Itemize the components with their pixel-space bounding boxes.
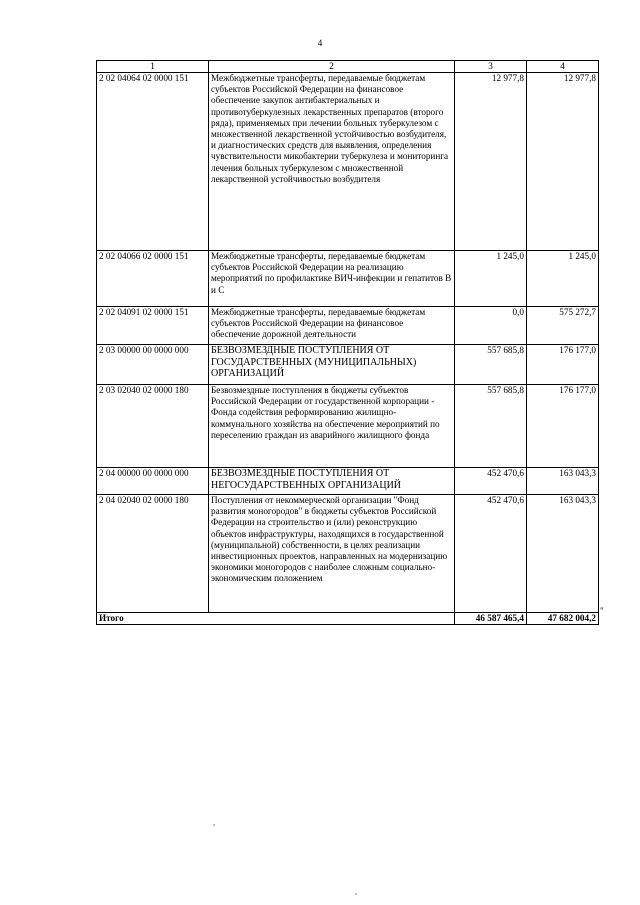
- value-col4: 176 177,0: [527, 345, 599, 385]
- total-row: [97, 613, 599, 625]
- value-col4: 1 245,0: [527, 251, 599, 307]
- budget-code: 2 02 04064 02 0000 151: [97, 73, 209, 251]
- column-header-3: 3: [455, 61, 527, 73]
- value-col3: 0,0: [455, 307, 527, 345]
- item-name: БЕЗВОЗМЕЗДНЫЕ ПОСТУПЛЕНИЯ ОТ НЕГОСУДАРСТВЕННЫХ ОРГАНИЗАЦИЙ: [209, 468, 455, 495]
- value-col3: 452 470,6: [455, 495, 527, 613]
- item-name: Межбюджетные трансферты, передаваемые бюджетам субъектов Российской Федерации на реализацию мероприятий по профилактике ВИЧ-инфекции и гепатитов В и С: [209, 251, 455, 307]
- item-name: Межбюджетные трансферты, передаваемые бюджетам субъектов Российской Федерации на финансовое обеспечение дорожной деятельности: [209, 307, 455, 345]
- total-col3: 46 587 465,4: [455, 613, 527, 625]
- table-row: [97, 73, 599, 251]
- table-row: [97, 385, 599, 468]
- item-name: БЕЗВОЗМЕЗДНЫЕ ПОСТУПЛЕНИЯ ОТ ГОСУДАРСТВЕННЫХ (МУНИЦИПАЛЬНЫХ) ОРГАНИЗАЦИЙ: [209, 345, 455, 385]
- column-header-4: 4: [527, 61, 599, 73]
- value-col4: 176 177,0: [527, 385, 599, 468]
- table-row: [97, 345, 599, 385]
- budget-code: 2 03 00000 00 0000 000: [97, 345, 209, 385]
- value-col4: 12 977,8: [527, 73, 599, 251]
- budget-code: 2 04 02040 02 0000 180: [97, 495, 209, 613]
- budget-code: 2 02 04066 02 0000 151: [97, 251, 209, 307]
- budget-code: 2 02 04091 02 0000 151: [97, 307, 209, 345]
- column-header-2: 2: [209, 61, 455, 73]
- value-col3: 452 470,6: [455, 468, 527, 495]
- table-header-row: [97, 61, 599, 73]
- item-name: Поступления от некоммерческой организации "Фонд развития моногородов" в бюджеты субъектов Российской Федерации на строительство и (или) реконструкцию объектов инфраструктуры, находящихся в государственной (муниципальной) собственности, в целях реализации инвестиционных проектов, направленных на модернизацию экономики моногородов с наиболее сложным социально-экономическим положением: [209, 495, 455, 613]
- total-label: Итого: [97, 613, 455, 625]
- value-col4: 575 272,7: [527, 307, 599, 345]
- column-header-1: 1: [97, 61, 209, 73]
- table-row: [97, 251, 599, 307]
- scan-speck: [355, 893, 357, 895]
- value-col4: 163 043,3: [527, 495, 599, 613]
- item-name: Безвозмездные поступления в бюджеты субъектов Российской Федерации от государственной корпорации - Фонда содействия реформированию жилищно-коммунального хозяйства на обеспечение мероприятий по переселению граждан из аварийного жилищного фонда: [209, 385, 455, 468]
- budget-code: 2 04 00000 00 0000 000: [97, 468, 209, 495]
- item-name: Межбюджетные трансферты, передаваемые бюджетам субъектов Российской Федерации на финансовое обеспечение закупок антибактериальных и противотуберкулезных лекарственных препаратов (второго ряда), применяемых при лечении больных туберкулезом с множественной лекарственной устойчивостью возбудителя, и диагностических средств для выявления, определения чувствительности микобактерии туберкулеза и мониторинга лечения больных туберкулезом с множественной лекарственной устойчивостью возбудителя: [209, 73, 455, 251]
- budget-code: 2 03 02040 02 0000 180: [97, 385, 209, 468]
- table-row: [97, 468, 599, 495]
- table-row: [97, 495, 599, 613]
- value-col3: 557 685,8: [455, 345, 527, 385]
- value-col3: 1 245,0: [455, 251, 527, 307]
- value-col4: 163 043,3: [527, 468, 599, 495]
- closing-quote-mark: ": [600, 606, 604, 616]
- budget-revenue-table: [96, 60, 599, 625]
- value-col3: 557 685,8: [455, 385, 527, 468]
- page-number: 4: [317, 38, 323, 48]
- total-col4: 47 682 004,2: [527, 613, 599, 625]
- scan-speck: [213, 824, 215, 826]
- table-row: [97, 307, 599, 345]
- value-col3: 12 977,8: [455, 73, 527, 251]
